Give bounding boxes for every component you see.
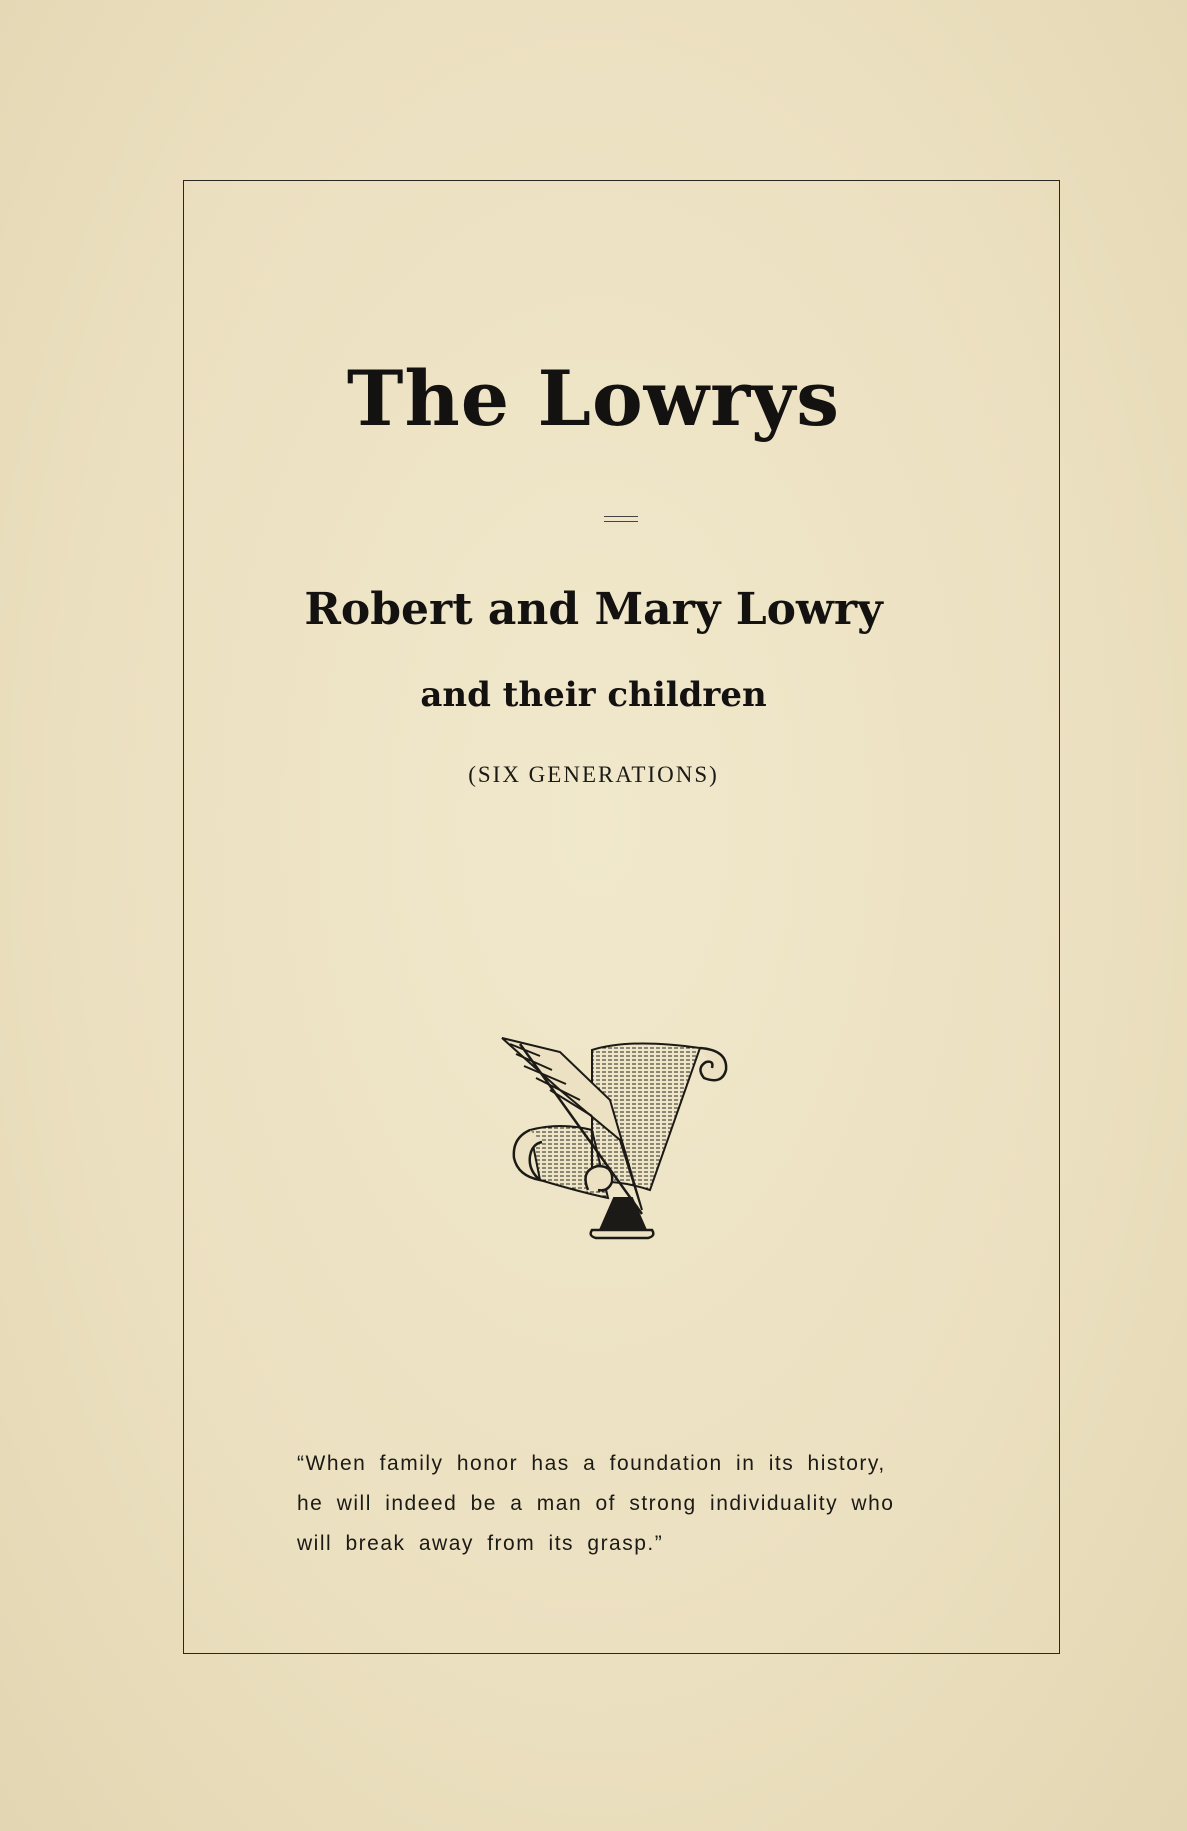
generations-note: (SIX GENERATIONS) <box>468 762 719 787</box>
page-subtitle: Robert and Mary Lowry <box>304 584 883 635</box>
double-rule-divider <box>604 516 638 527</box>
epigraph-quote <box>297 1444 957 1564</box>
page-title: The Lowrys <box>346 354 841 443</box>
quote-line: he will indeed be a man of strong individuality who <box>297 1492 895 1515</box>
quote-line: “When family honor has a foundation in its history, <box>297 1452 886 1475</box>
page-subtitle-line2: and their children <box>420 675 767 715</box>
quote-line: will break away from its grasp.” <box>297 1532 664 1555</box>
quill-and-scroll-icon <box>500 1030 740 1240</box>
